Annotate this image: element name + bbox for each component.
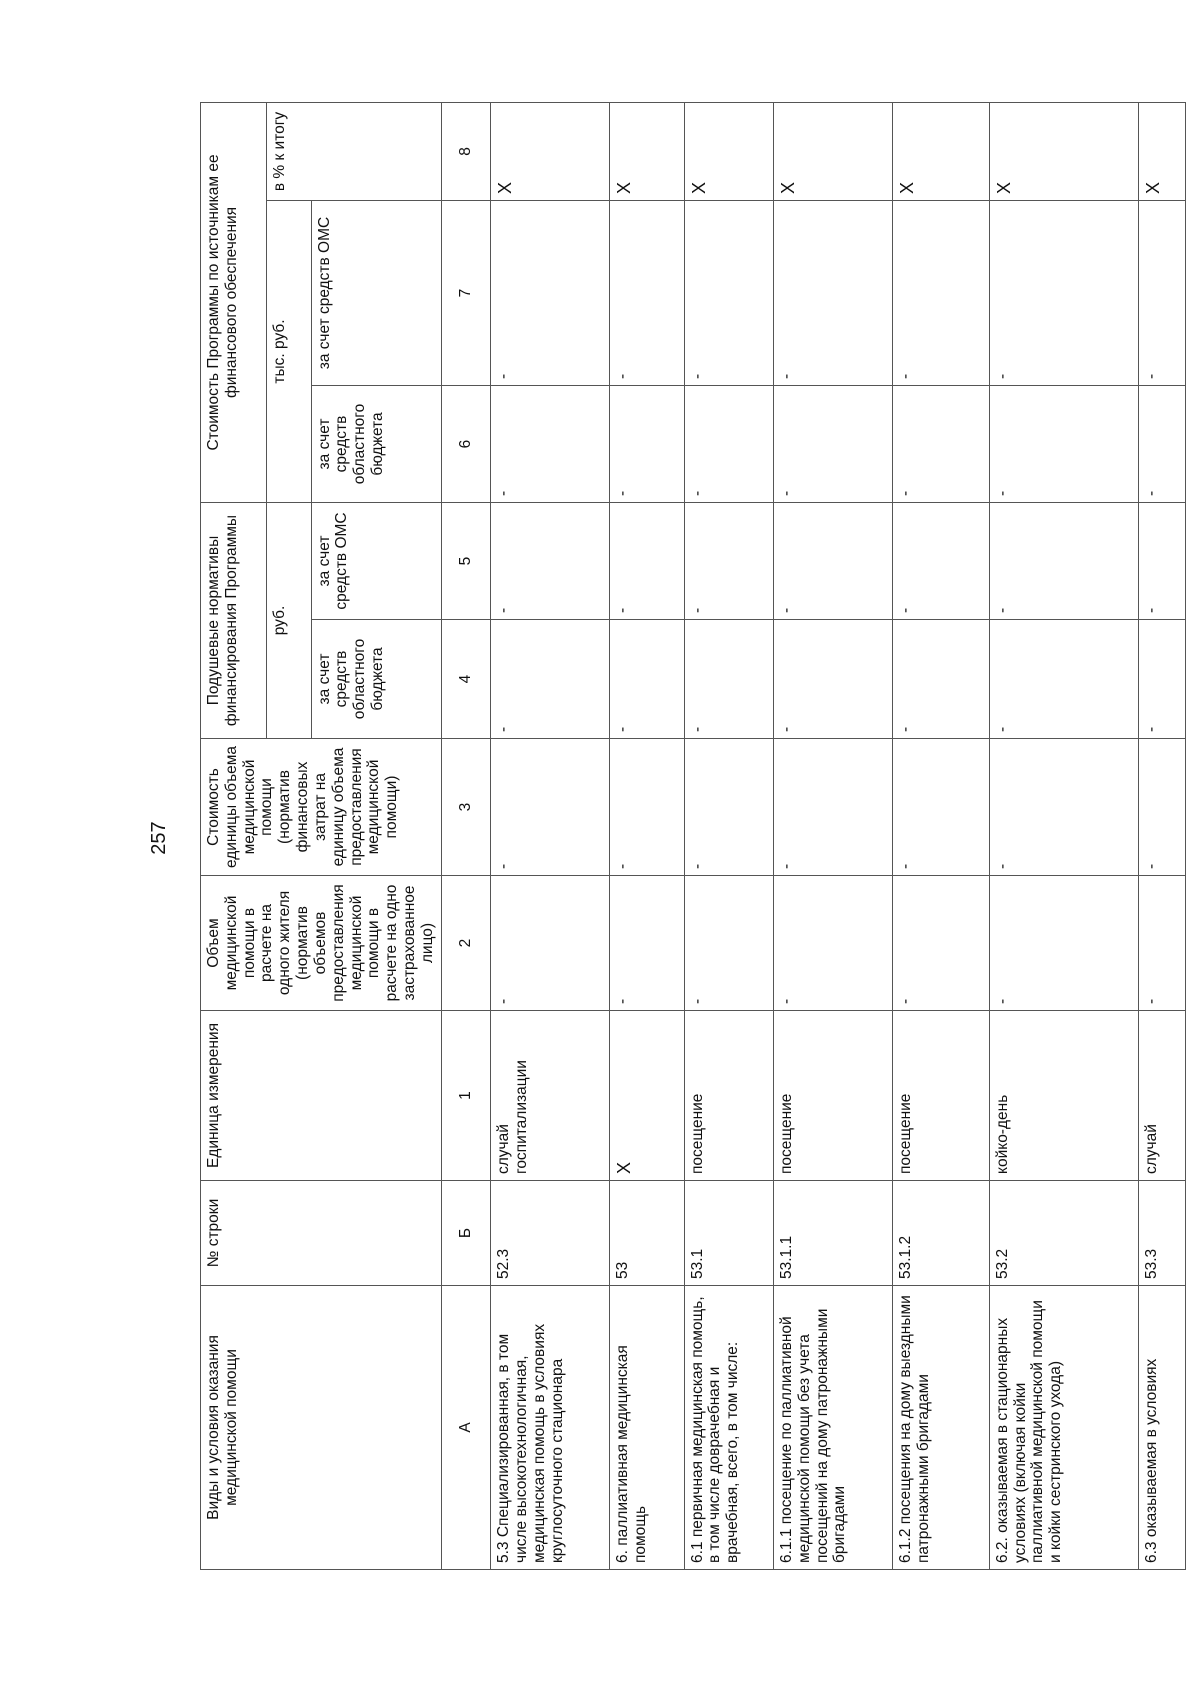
header-col-6: за счет средств областного бюджета [311, 386, 441, 503]
column-number: 7 [441, 201, 491, 386]
row-unit: койко-день [989, 1011, 1138, 1181]
column-number: 6 [441, 386, 491, 503]
row-name: 6.1.2 посещения на дому выездными патронажными бригадами [893, 1286, 990, 1570]
column-number: 5 [441, 503, 491, 620]
row-value-8: Х [491, 102, 610, 200]
header-col-1: Единица измерения [201, 1011, 442, 1181]
row-value-7: - [491, 201, 610, 386]
page-number: 257 [147, 821, 170, 855]
row-value-2: - [773, 876, 892, 1011]
column-number: Б [441, 1181, 491, 1286]
row-value-4: - [684, 620, 773, 739]
row-value-6: - [773, 386, 892, 503]
row-value-2: - [989, 876, 1138, 1011]
row-value-7: - [1138, 201, 1185, 386]
header-cost-unit: тыс. руб. [267, 201, 312, 503]
row-unit: посещение [773, 1011, 892, 1181]
table-row [610, 102, 684, 1569]
header-group-normatives: Подушевые нормативы финансирования Программы [201, 503, 267, 739]
table-row [491, 102, 610, 1569]
row-value-6: - [491, 386, 610, 503]
header-col-b: № строки [201, 1181, 442, 1286]
row-value-5: - [491, 503, 610, 620]
row-name: 6.1.1 посещение по паллиативной медицинской помощи без учета посещений на дому патронажными бригадами [773, 1286, 892, 1570]
row-value-4: - [491, 620, 610, 739]
row-value-6: - [1138, 386, 1185, 503]
row-value-3: - [491, 739, 610, 876]
table-row [773, 102, 892, 1569]
row-value-6: - [610, 386, 684, 503]
row-name: 6.2. оказываемая в стационарных условиях (включая койки паллиативной медицинской помощи и койки сестринского ухода) [989, 1286, 1138, 1570]
financing-table-wrapper [200, 103, 1168, 1570]
row-value-3: - [1138, 739, 1185, 876]
header-normatives-unit: руб. [267, 503, 312, 739]
header-col-3: Стоимость единицы объема медицинской помощи (норматив финансовых затрат на единицу объема предоставления медицинской помощи) [201, 739, 442, 876]
row-value-5: - [773, 503, 892, 620]
header-col-2: Объем медицинской помощи в расчете на одного жителя (норматив объемов предоставления медицинской помощи в расчете на одно застрахованное лицо) [201, 876, 442, 1011]
header-group-cost: Стоимость Программы по источникам ее финансового обеспечения [201, 102, 267, 502]
table-row [684, 102, 773, 1569]
row-code: 53.2 [989, 1181, 1138, 1286]
row-value-8: Х [1138, 102, 1185, 200]
row-code: 53.1.2 [893, 1181, 990, 1286]
row-name: 6.1 первичная медицинская помощь, в том числе доврачебная и врачебная, всего, в том числе: [684, 1286, 773, 1570]
row-value-2: - [684, 876, 773, 1011]
row-name: 5.3 Специализированная, в том числе высокотехнологичная, медицинская помощь в условиях круглосуточного стационара [491, 1286, 610, 1570]
header-col-8: в % к итогу [267, 102, 442, 200]
row-value-8: Х [684, 102, 773, 200]
row-name: 6.3 оказываемая в условиях [1138, 1286, 1185, 1570]
row-value-5: - [989, 503, 1138, 620]
row-value-3: - [684, 739, 773, 876]
row-value-4: - [989, 620, 1138, 739]
row-value-5: - [893, 503, 990, 620]
row-unit: посещение [893, 1011, 990, 1181]
row-value-5: - [684, 503, 773, 620]
row-value-4: - [1138, 620, 1185, 739]
column-number: 8 [441, 102, 491, 200]
row-value-7: - [610, 201, 684, 386]
row-unit: случай [1138, 1011, 1185, 1181]
row-value-4: - [610, 620, 684, 739]
row-code: 53.3 [1138, 1181, 1185, 1286]
header-col-a: Виды и условия оказания медицинской помощи [201, 1286, 442, 1570]
column-number: 4 [441, 620, 491, 739]
row-value-8: Х [893, 102, 990, 200]
column-number: А [441, 1286, 491, 1570]
column-number: 2 [441, 876, 491, 1011]
header-col-5: за счет средств ОМС [311, 503, 441, 620]
row-value-4: - [893, 620, 990, 739]
row-value-2: - [893, 876, 990, 1011]
row-value-2: - [491, 876, 610, 1011]
row-value-5: - [1138, 503, 1185, 620]
row-value-6: - [989, 386, 1138, 503]
financing-table [200, 102, 1186, 1570]
row-value-7: - [773, 201, 892, 386]
row-value-5: - [610, 503, 684, 620]
table-row [893, 102, 990, 1569]
row-value-6: - [893, 386, 990, 503]
row-value-3: - [610, 739, 684, 876]
row-value-4: - [773, 620, 892, 739]
row-value-7: - [893, 201, 990, 386]
row-value-3: - [773, 739, 892, 876]
row-value-6: - [684, 386, 773, 503]
row-value-7: - [989, 201, 1138, 386]
column-numbers-row [441, 102, 491, 1569]
row-value-8: Х [610, 102, 684, 200]
row-value-7: - [684, 201, 773, 386]
row-code: 53.1 [684, 1181, 773, 1286]
row-value-2: - [610, 876, 684, 1011]
row-value-8: Х [989, 102, 1138, 200]
header-col-7: за счет средств ОМС [311, 201, 441, 386]
row-code: 53 [610, 1181, 684, 1286]
row-code: 52.3 [491, 1181, 610, 1286]
row-unit: Х [610, 1011, 684, 1181]
header-col-4: за счет средств областного бюджета [311, 620, 441, 739]
column-number: 1 [441, 1011, 491, 1181]
row-unit: случай госпитализации [491, 1011, 610, 1181]
table-row [1138, 102, 1185, 1569]
table-row [989, 102, 1138, 1569]
row-value-8: Х [773, 102, 892, 200]
row-unit: посещение [684, 1011, 773, 1181]
row-value-3: - [893, 739, 990, 876]
column-number: 3 [441, 739, 491, 876]
row-name: 6. паллиативная медицинская помощь [610, 1286, 684, 1570]
row-value-2: - [1138, 876, 1185, 1011]
row-value-3: - [989, 739, 1138, 876]
row-code: 53.1.1 [773, 1181, 892, 1286]
